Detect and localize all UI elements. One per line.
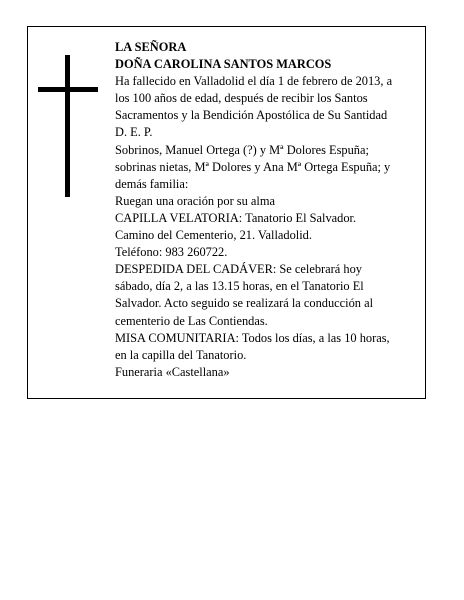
- body-line: DESPEDIDA DEL CADÁVER: Se celebrará hoy: [115, 262, 362, 277]
- body-line: D. E. P.: [115, 125, 153, 140]
- obituary-text: [115, 39, 425, 381]
- body-line: Sobrinos, Manuel Ortega (?) y Mª Dolores Espuña;: [115, 142, 369, 157]
- body-line: cementerio de Las Contiendas.: [115, 313, 268, 328]
- body-line: Sacramentos y la Bendición Apostólica de Su Santidad: [115, 108, 388, 123]
- deceased-name: DOÑA CAROLINA SANTOS MARCOS: [115, 57, 332, 72]
- body-line: demás familia:: [115, 176, 189, 191]
- obituary-notice: [27, 26, 426, 399]
- body-line: sobrinas nietas, Mª Dolores y Ana Mª Ortega Espuña; y: [115, 159, 391, 174]
- body-line: Ha fallecido en Valladolid el día 1 de febrero de 2013, a: [115, 74, 393, 89]
- body-line: CAPILLA VELATORIA: Tanatorio El Salvador.: [115, 210, 357, 225]
- body-line: en la capilla del Tanatorio.: [115, 347, 247, 362]
- cross-horizontal-bar: [38, 87, 98, 92]
- body-line: Camino del Cementerio, 21. Valladolid.: [115, 228, 312, 243]
- funeral-home: Funeraria «Castellana»: [115, 364, 230, 379]
- body-line: Ruegan una oración por su alma: [115, 193, 275, 208]
- cross-icon: [38, 55, 98, 197]
- body-line: Salvador. Acto seguido se realizará la conducción al: [115, 296, 374, 311]
- body-line: Teléfono: 983 260722.: [115, 245, 228, 260]
- body-line: los 100 años de edad, después de recibir los Santos: [115, 91, 368, 106]
- cross-vertical-bar: [65, 55, 70, 197]
- body-line: sábado, día 2, a las 13.15 horas, en el Tanatorio El: [115, 279, 364, 294]
- body-line: MISA COMUNITARIA: Todos los días, a las 10 horas,: [115, 330, 390, 345]
- heading-title: LA SEÑORA: [115, 40, 187, 54]
